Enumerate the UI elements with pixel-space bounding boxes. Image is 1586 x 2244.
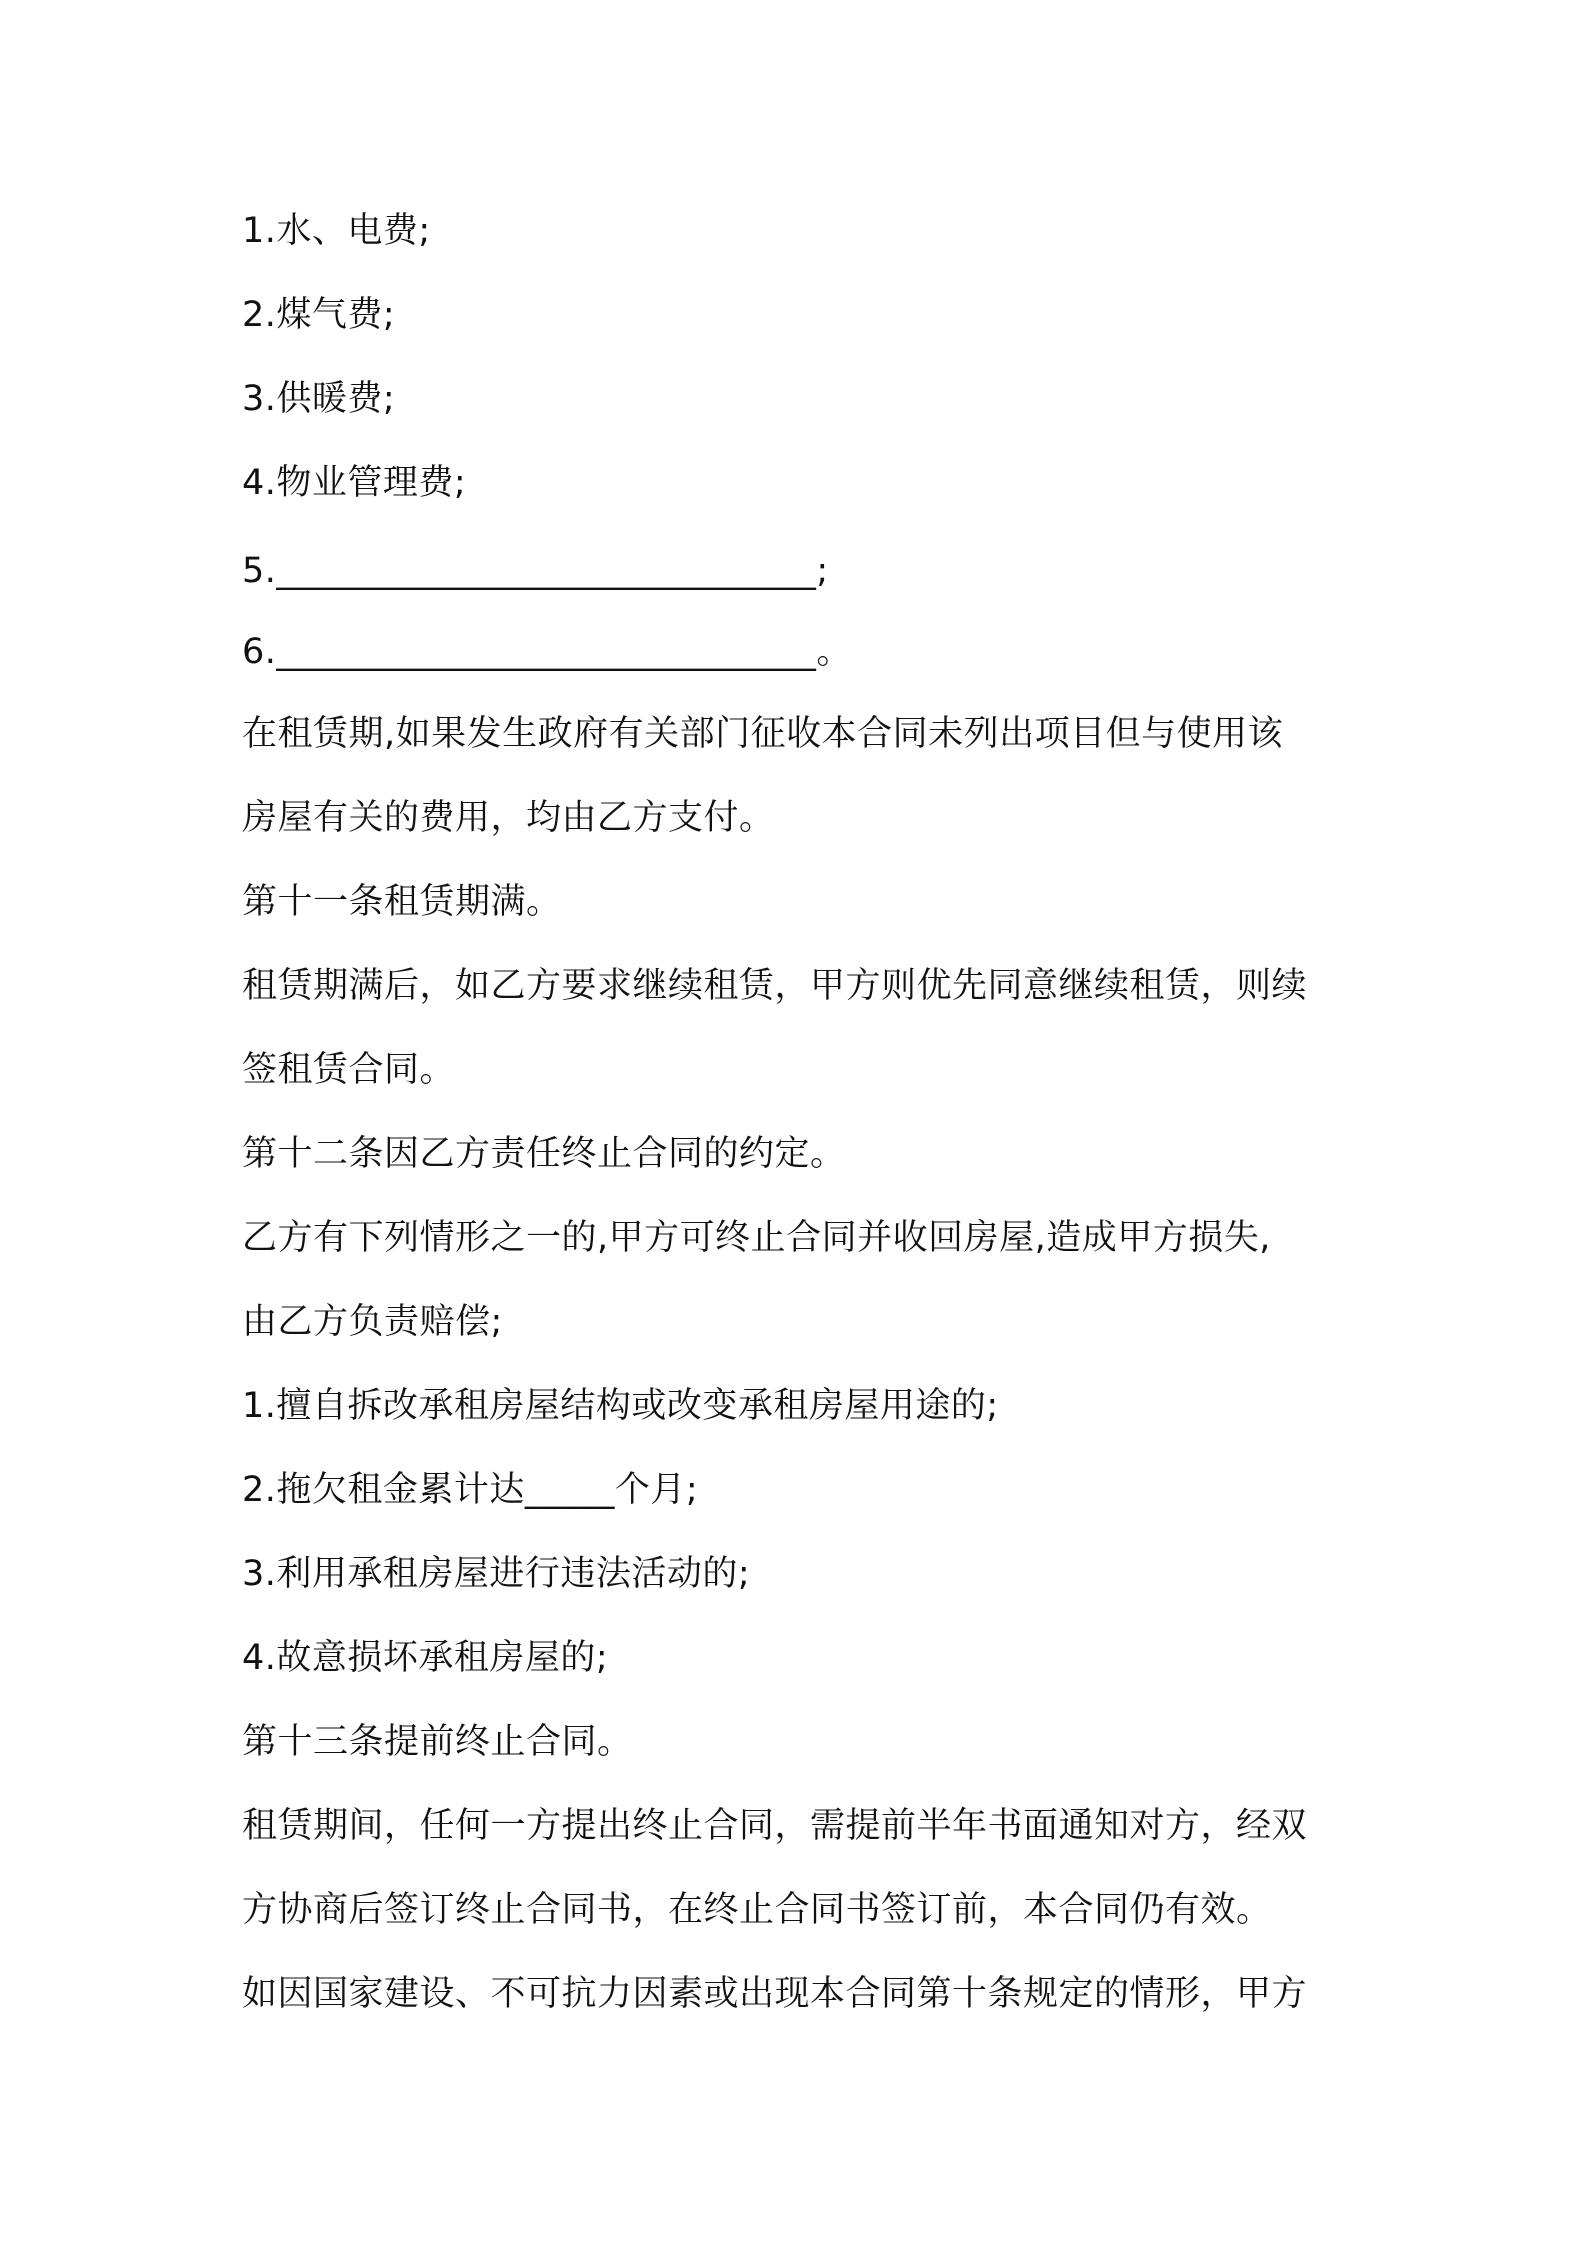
list-item: 4.故意损坏承租房屋的; — [242, 1638, 609, 1678]
list-item-property-fee: 4.物业管理费; — [242, 463, 467, 503]
list-item-blank-6: 6.______________________________。 — [242, 632, 852, 672]
list-item-gas: 2.煤气费; — [242, 295, 396, 335]
paragraph-line: 租赁期满后，如乙方要求继续租赁，甲方则优先同意继续租赁，则续 — [242, 966, 1308, 1006]
section-heading-11: 第十一条租赁期满。 — [242, 882, 562, 922]
paragraph-line: 签租赁合同。 — [242, 1050, 456, 1090]
list-item: 2.拖欠租金累计达_____个月; — [242, 1470, 699, 1510]
paragraph-line: 租赁期间，任何一方提出终止合同，需提前半年书面通知对方，经双 — [242, 1806, 1308, 1846]
list-item: 3.利用承租房屋进行违法活动的; — [242, 1554, 751, 1594]
paragraph-line: 方协商后签订终止合同书，在终止合同书签订前，本合同仍有效。 — [242, 1890, 1272, 1930]
list-item: 1.擅自拆改承租房屋结构或改变承租房屋用途的; — [242, 1386, 999, 1426]
paragraph-line: 由乙方负责赔偿; — [242, 1302, 503, 1342]
list-item-heating: 3.供暖费; — [242, 379, 396, 419]
section-heading-13: 第十三条提前终止合同。 — [242, 1722, 633, 1762]
paragraph-line: 房屋有关的费用，均由乙方支付。 — [242, 798, 775, 838]
list-item-utilities: 1.水、电费; — [242, 211, 431, 251]
paragraph-line: 如因国家建设、不可抗力因素或出现本合同第十条规定的情形，甲方 — [242, 1974, 1308, 2014]
section-heading-12: 第十二条因乙方责任终止合同的约定。 — [242, 1134, 846, 1174]
list-item-blank-5: 5.______________________________; — [242, 551, 829, 591]
paragraph-line: 在租赁期,如果发生政府有关部门征收本合同未列出项目但与使用该 — [242, 714, 1284, 754]
paragraph-line: 乙方有下列情形之一的,甲方可终止合同并收回房屋,造成甲方损失, — [242, 1218, 1271, 1258]
